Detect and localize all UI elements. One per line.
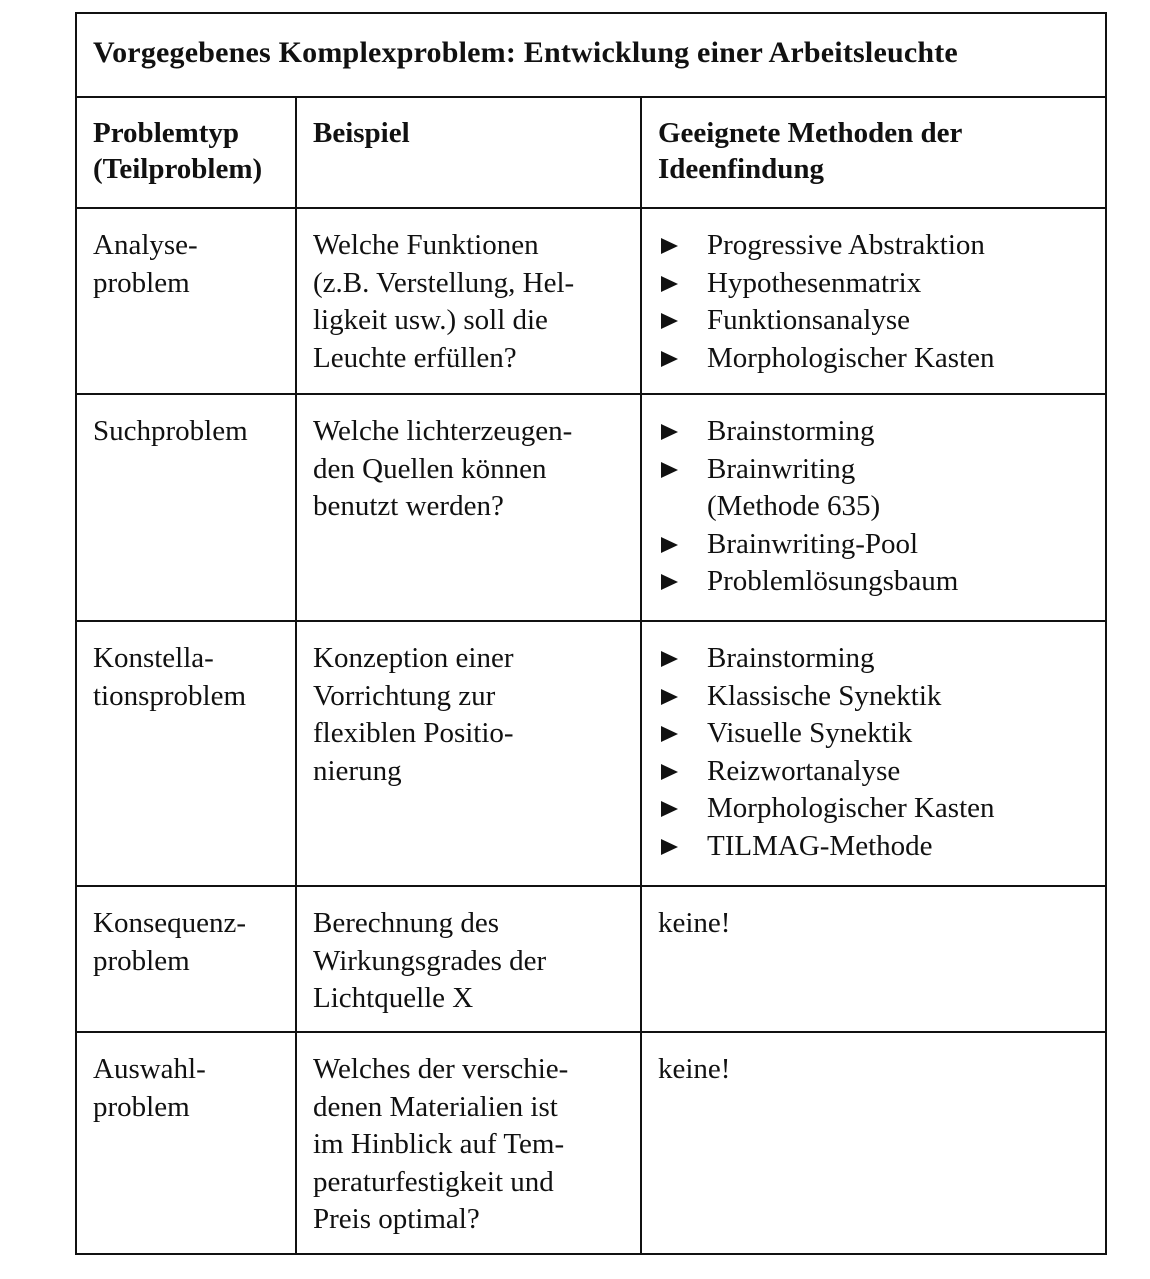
triangle-bullet-icon (661, 238, 678, 254)
header-beispiel (297, 98, 642, 207)
triangle-bullet-icon (661, 351, 678, 367)
beispiel-text: ligkeit usw.) soll die (313, 304, 548, 336)
table-row (77, 209, 1105, 395)
table-row (77, 622, 1105, 887)
method-text: Reizwortanalyse (707, 754, 901, 787)
problemtyp-text: Konsequenz- (93, 907, 247, 939)
triangle-bullet-icon (661, 574, 678, 590)
method-text: (Methode 635) (707, 490, 881, 522)
triangle-bullet-icon (661, 764, 678, 780)
header-text: Ideenfindung (658, 153, 825, 185)
triangle-bullet-icon (661, 689, 678, 705)
beispiel-cell (297, 209, 642, 393)
problemtyp-text: Auswahl- (93, 1053, 206, 1085)
beispiel-text: Vorrichtung zur (313, 679, 496, 712)
methoden-text: keine! (658, 1053, 731, 1085)
method-item (658, 451, 1107, 526)
method-item (658, 302, 1107, 340)
beispiel-text: Lichtquelle X (313, 982, 474, 1014)
method-item (658, 790, 1107, 828)
triangle-bullet-icon (661, 801, 678, 817)
method-item (658, 265, 1107, 303)
method-item (658, 413, 1107, 451)
beispiel-text: Konzeption einer (313, 642, 514, 674)
method-list (658, 640, 1107, 865)
beispiel-text: Preis optimal? (313, 1203, 480, 1235)
problemtyp-text: Analyse- (93, 229, 198, 261)
method-text: Visuelle Synektik (707, 717, 913, 749)
method-text: Brainstorming (707, 642, 875, 674)
beispiel-text: im Hinblick auf Tem- (313, 1128, 565, 1160)
table-title: Vorgegebenes Komplexproblem: Entwicklung einer Arbeitsleuchte (93, 36, 958, 69)
method-item (658, 340, 1107, 378)
beispiel-text: Welche Funktionen (313, 229, 539, 261)
problemtyp-cell (77, 1033, 297, 1253)
header-text: Problemtyp (93, 117, 240, 149)
method-text: Klassische Synektik (707, 679, 942, 712)
method-text: Problemlösungsbaum (707, 565, 959, 597)
problemtyp-cell (77, 622, 297, 885)
problemtyp-text: Suchproblem (93, 415, 248, 447)
method-list (658, 227, 1107, 377)
method-text: Brainwriting-Pool (707, 527, 919, 560)
table-row (77, 395, 1105, 622)
header-text: Geeignete Methoden der (658, 117, 963, 149)
beispiel-cell (297, 622, 642, 885)
beispiel-text: flexiblen Positio- (313, 717, 514, 749)
beispiel-text: Berechnung des (313, 907, 500, 939)
problemtyp-text: Konstella- (93, 642, 214, 674)
problemtyp-text: problem (93, 944, 190, 977)
method-item (658, 715, 1107, 753)
method-item (658, 678, 1107, 716)
problemtyp-cell (77, 209, 297, 393)
method-item (658, 227, 1107, 265)
method-text: Brainstorming (707, 415, 875, 447)
method-text: Morphologischer Kasten (707, 341, 995, 374)
methoden-cell (642, 209, 1107, 393)
beispiel-text: Wirkungsgrades der (313, 944, 547, 977)
method-text: Brainwriting (707, 452, 856, 485)
method-item (658, 753, 1107, 791)
table-title-row (77, 14, 1105, 98)
header-text: (Teilproblem) (93, 153, 263, 185)
header-methoden (642, 98, 1107, 207)
header-row (77, 98, 1105, 209)
triangle-bullet-icon (661, 276, 678, 292)
method-text: Funktionsanalyse (707, 304, 910, 336)
method-item (658, 828, 1107, 866)
table-row (77, 887, 1105, 1033)
beispiel-cell (297, 395, 642, 620)
beispiel-text: nierung (313, 754, 402, 787)
beispiel-cell (297, 1033, 642, 1253)
triangle-bullet-icon (661, 651, 678, 667)
beispiel-text: Leuchte erfüllen? (313, 341, 517, 374)
problemtyp-text: tionsproblem (93, 679, 247, 712)
method-text: Morphologischer Kasten (707, 792, 995, 824)
method-text: TILMAG-Methode (707, 829, 933, 862)
beispiel-text: (z.B. Verstellung, Hel- (313, 266, 575, 299)
problemtyp-text: problem (93, 266, 190, 299)
beispiel-text: benutzt werden? (313, 490, 504, 522)
beispiel-text: Welches der verschie- (313, 1053, 569, 1085)
triangle-bullet-icon (661, 424, 678, 440)
methods-table (75, 12, 1107, 1255)
header-text: Beispiel (313, 117, 410, 149)
method-list (658, 413, 1107, 601)
beispiel-cell (297, 887, 642, 1031)
beispiel-text: den Quellen können (313, 452, 547, 485)
methoden-text: keine! (658, 907, 731, 939)
methoden-cell (642, 1033, 1107, 1253)
triangle-bullet-icon (661, 537, 678, 553)
method-text: Hypothesenmatrix (707, 266, 922, 299)
triangle-bullet-icon (661, 462, 678, 478)
header-problemtyp (77, 98, 297, 207)
methoden-cell (642, 622, 1107, 885)
method-item (658, 640, 1107, 678)
triangle-bullet-icon (661, 839, 678, 855)
triangle-bullet-icon (661, 313, 678, 329)
methoden-cell (642, 395, 1107, 620)
problemtyp-cell (77, 395, 297, 620)
method-item (658, 563, 1107, 601)
beispiel-text: Welche lichterzeugen- (313, 415, 573, 447)
beispiel-text: peraturfestigkeit und (313, 1165, 554, 1198)
problemtyp-text: problem (93, 1090, 190, 1123)
triangle-bullet-icon (661, 726, 678, 742)
table-row (77, 1033, 1105, 1253)
method-item (658, 526, 1107, 564)
method-text: Progressive Abstraktion (707, 229, 985, 261)
problemtyp-cell (77, 887, 297, 1031)
methoden-cell (642, 887, 1107, 1031)
beispiel-text: denen Materialien ist (313, 1090, 558, 1123)
